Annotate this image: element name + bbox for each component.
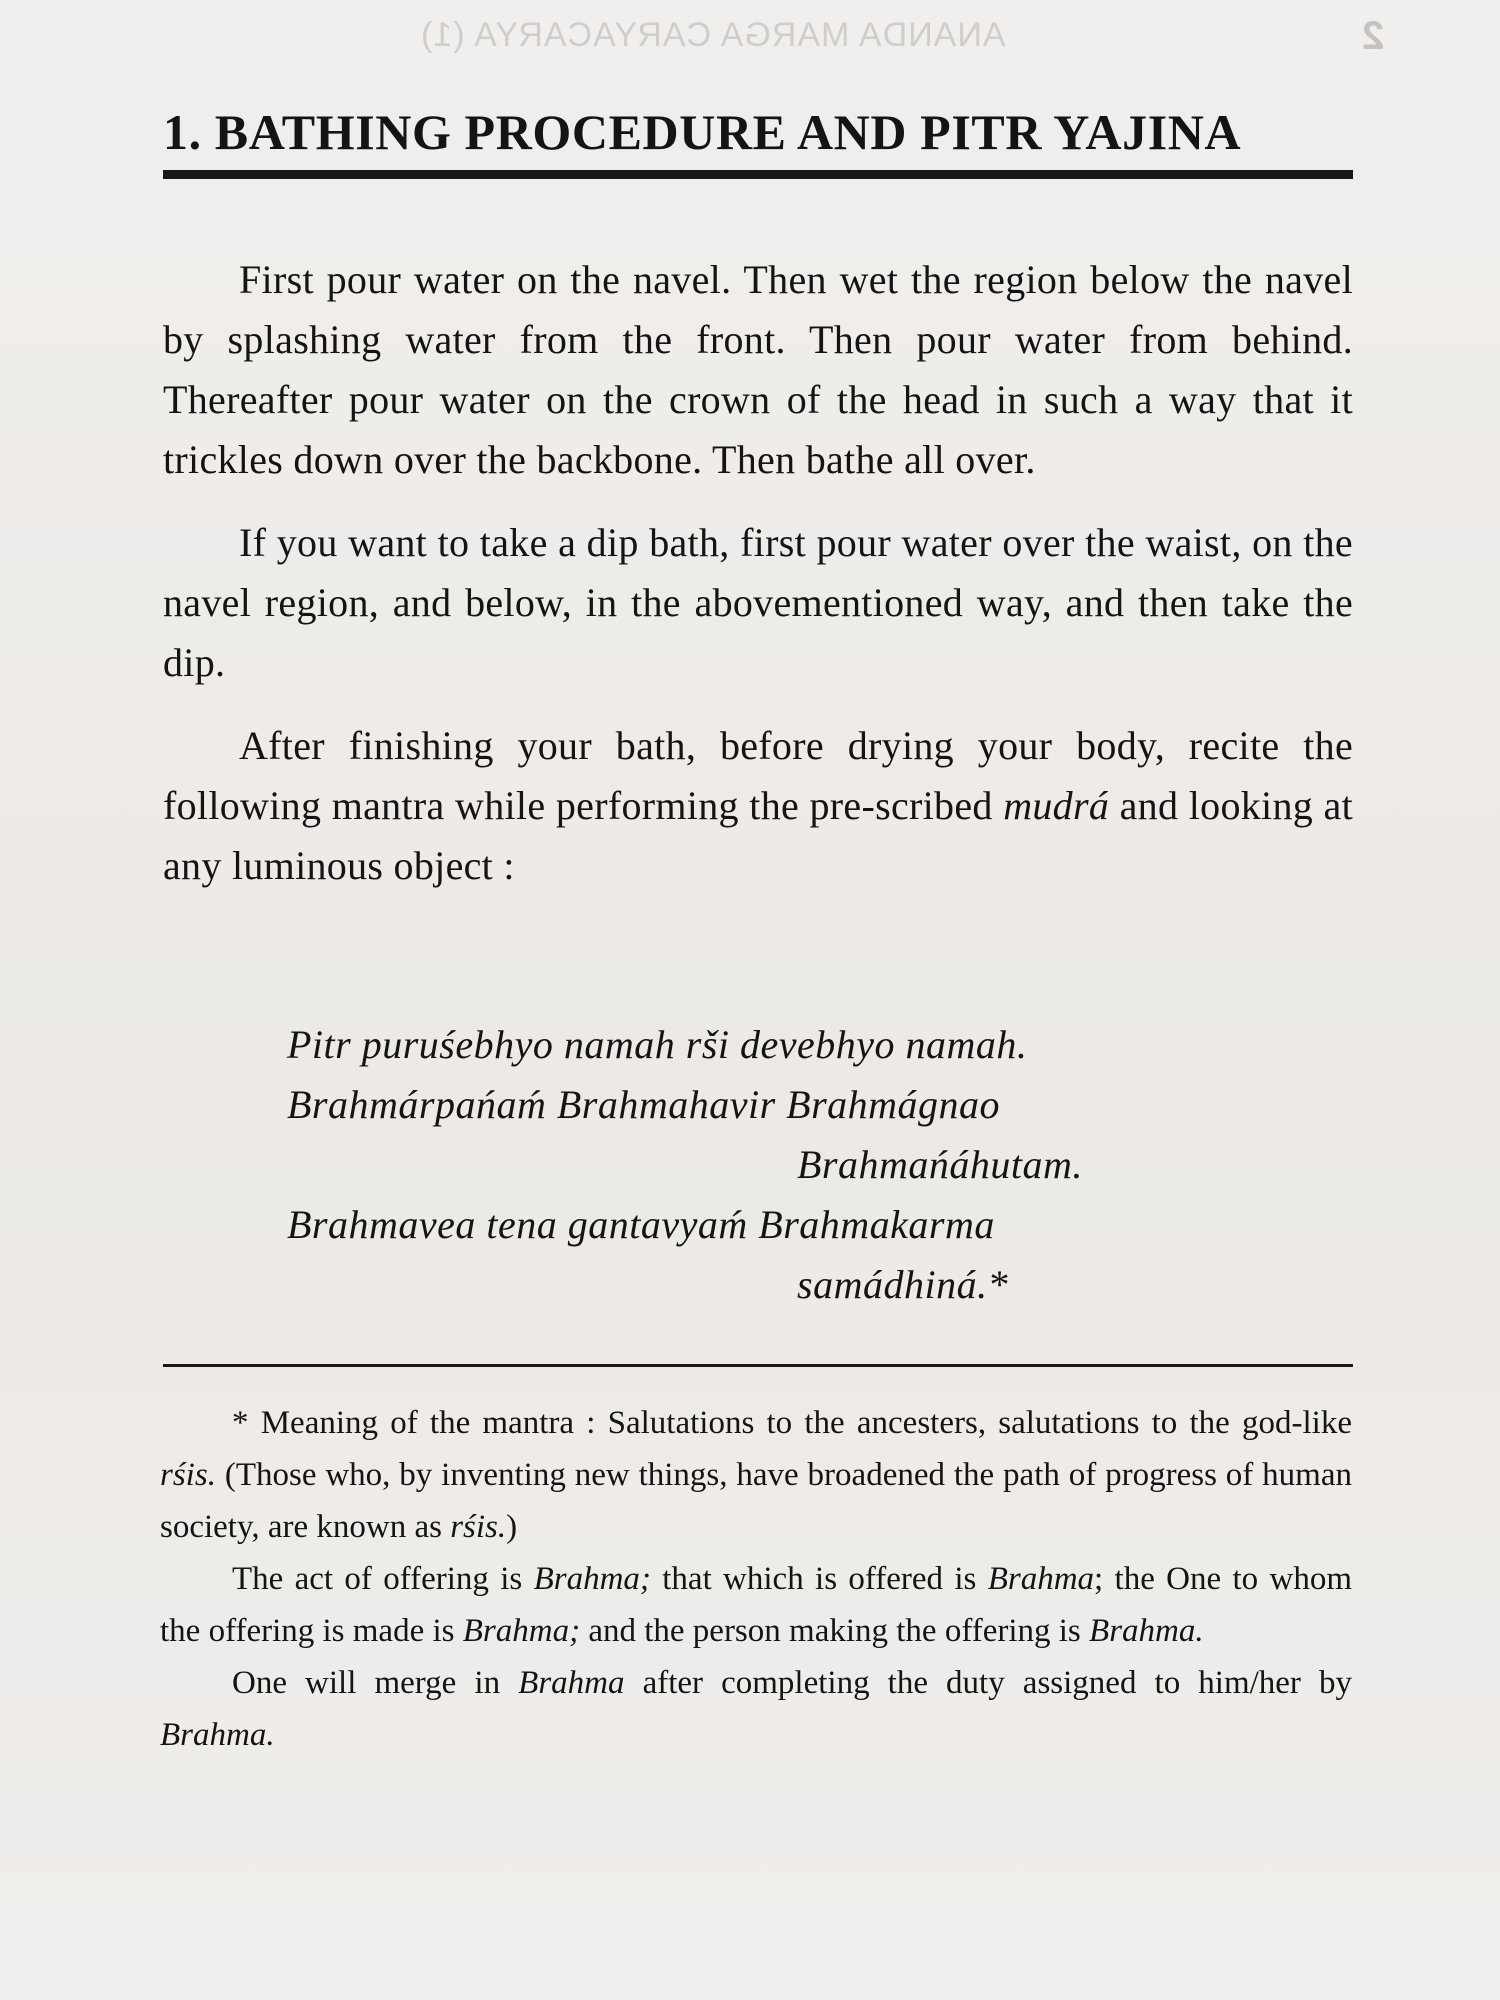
footnote-text: The act of offering is	[232, 1561, 534, 1597]
footnote-text: (Those who, by inventing new things, have broadened the path of progress of human society, are known as	[160, 1457, 1352, 1545]
footnote-text: * Meaning of the mantra : Salutations to the ancesters, salutations to the god-like	[232, 1405, 1352, 1441]
footnote-text: and the person making the offering is	[580, 1613, 1090, 1649]
term-brahma: Brahma.	[1089, 1613, 1204, 1649]
chapter-heading: 1. BATHING PROCEDURE AND PITR YAJINA	[163, 104, 1242, 160]
term-rsis: rśis.	[450, 1509, 507, 1545]
heading-rule	[163, 170, 1353, 179]
paragraph-text: and looking at any luminous object :	[163, 783, 1353, 888]
footnote-offering	[160, 1553, 1352, 1657]
mantra-line-3-continued: samádhiná.*	[797, 1262, 1009, 1307]
mantra-line-2: Brahmárpańaḿ Brahmahavir Brahmágnao	[287, 1082, 1001, 1127]
mantra-line-3: Brahmavea tena gantavyaḿ Brahmakarma	[287, 1202, 995, 1247]
mantra-line-2-continued: Brahmańáhutam.	[797, 1142, 1083, 1187]
term-brahma: Brahma;	[462, 1613, 581, 1649]
footnote-meaning	[160, 1397, 1352, 1553]
footnote-text: ; the One to whom the offering is made is	[160, 1561, 1352, 1649]
paragraph-bathing-steps: First pour water on the navel. Then wet the region below the navel by splashing water from the front. Then pour water from behind. Thereafter pour water on the crown of the head in such a way that it trickles down over the backbone. Then bathe all over.	[163, 257, 1353, 482]
footnote-text: after completing the duty assigned to him/her by	[624, 1665, 1353, 1701]
show-through-page-number: 2	[1362, 14, 1385, 58]
term-mudra: mudrá	[1003, 783, 1110, 828]
footnote-rule	[163, 1364, 1353, 1367]
paragraph-text: After finishing your bath, before drying your body, recite the following mantra while performing the pre-scribed	[163, 723, 1353, 828]
body-text	[163, 250, 1353, 919]
term-brahma: Brahma	[518, 1665, 625, 1701]
show-through-header: ANANDA MARGA CARYACARYA (1)	[420, 16, 1006, 54]
paragraph-recite-mantra	[163, 716, 1353, 896]
mantra-verse	[287, 1015, 1247, 1315]
footnote-text: )	[506, 1509, 518, 1545]
footnote-text: One will merge in	[232, 1665, 519, 1701]
footnote-text: that which is offered is	[650, 1561, 988, 1597]
term-brahma: Brahma;	[533, 1561, 651, 1597]
term-brahma: Brahma	[987, 1561, 1095, 1597]
footnote-merge	[160, 1657, 1352, 1761]
term-brahma: Brahma.	[160, 1717, 275, 1753]
paragraph-dip-bath: If you want to take a dip bath, first pour water over the waist, on the navel region, and below, in the abovementioned way, and then take the dip.	[163, 520, 1353, 685]
footnotes	[160, 1397, 1352, 1761]
mantra-line-1: Pitr puruśebhyo namah rši devebhyo namah.	[287, 1022, 1028, 1067]
term-rsis: rśis.	[160, 1457, 216, 1493]
